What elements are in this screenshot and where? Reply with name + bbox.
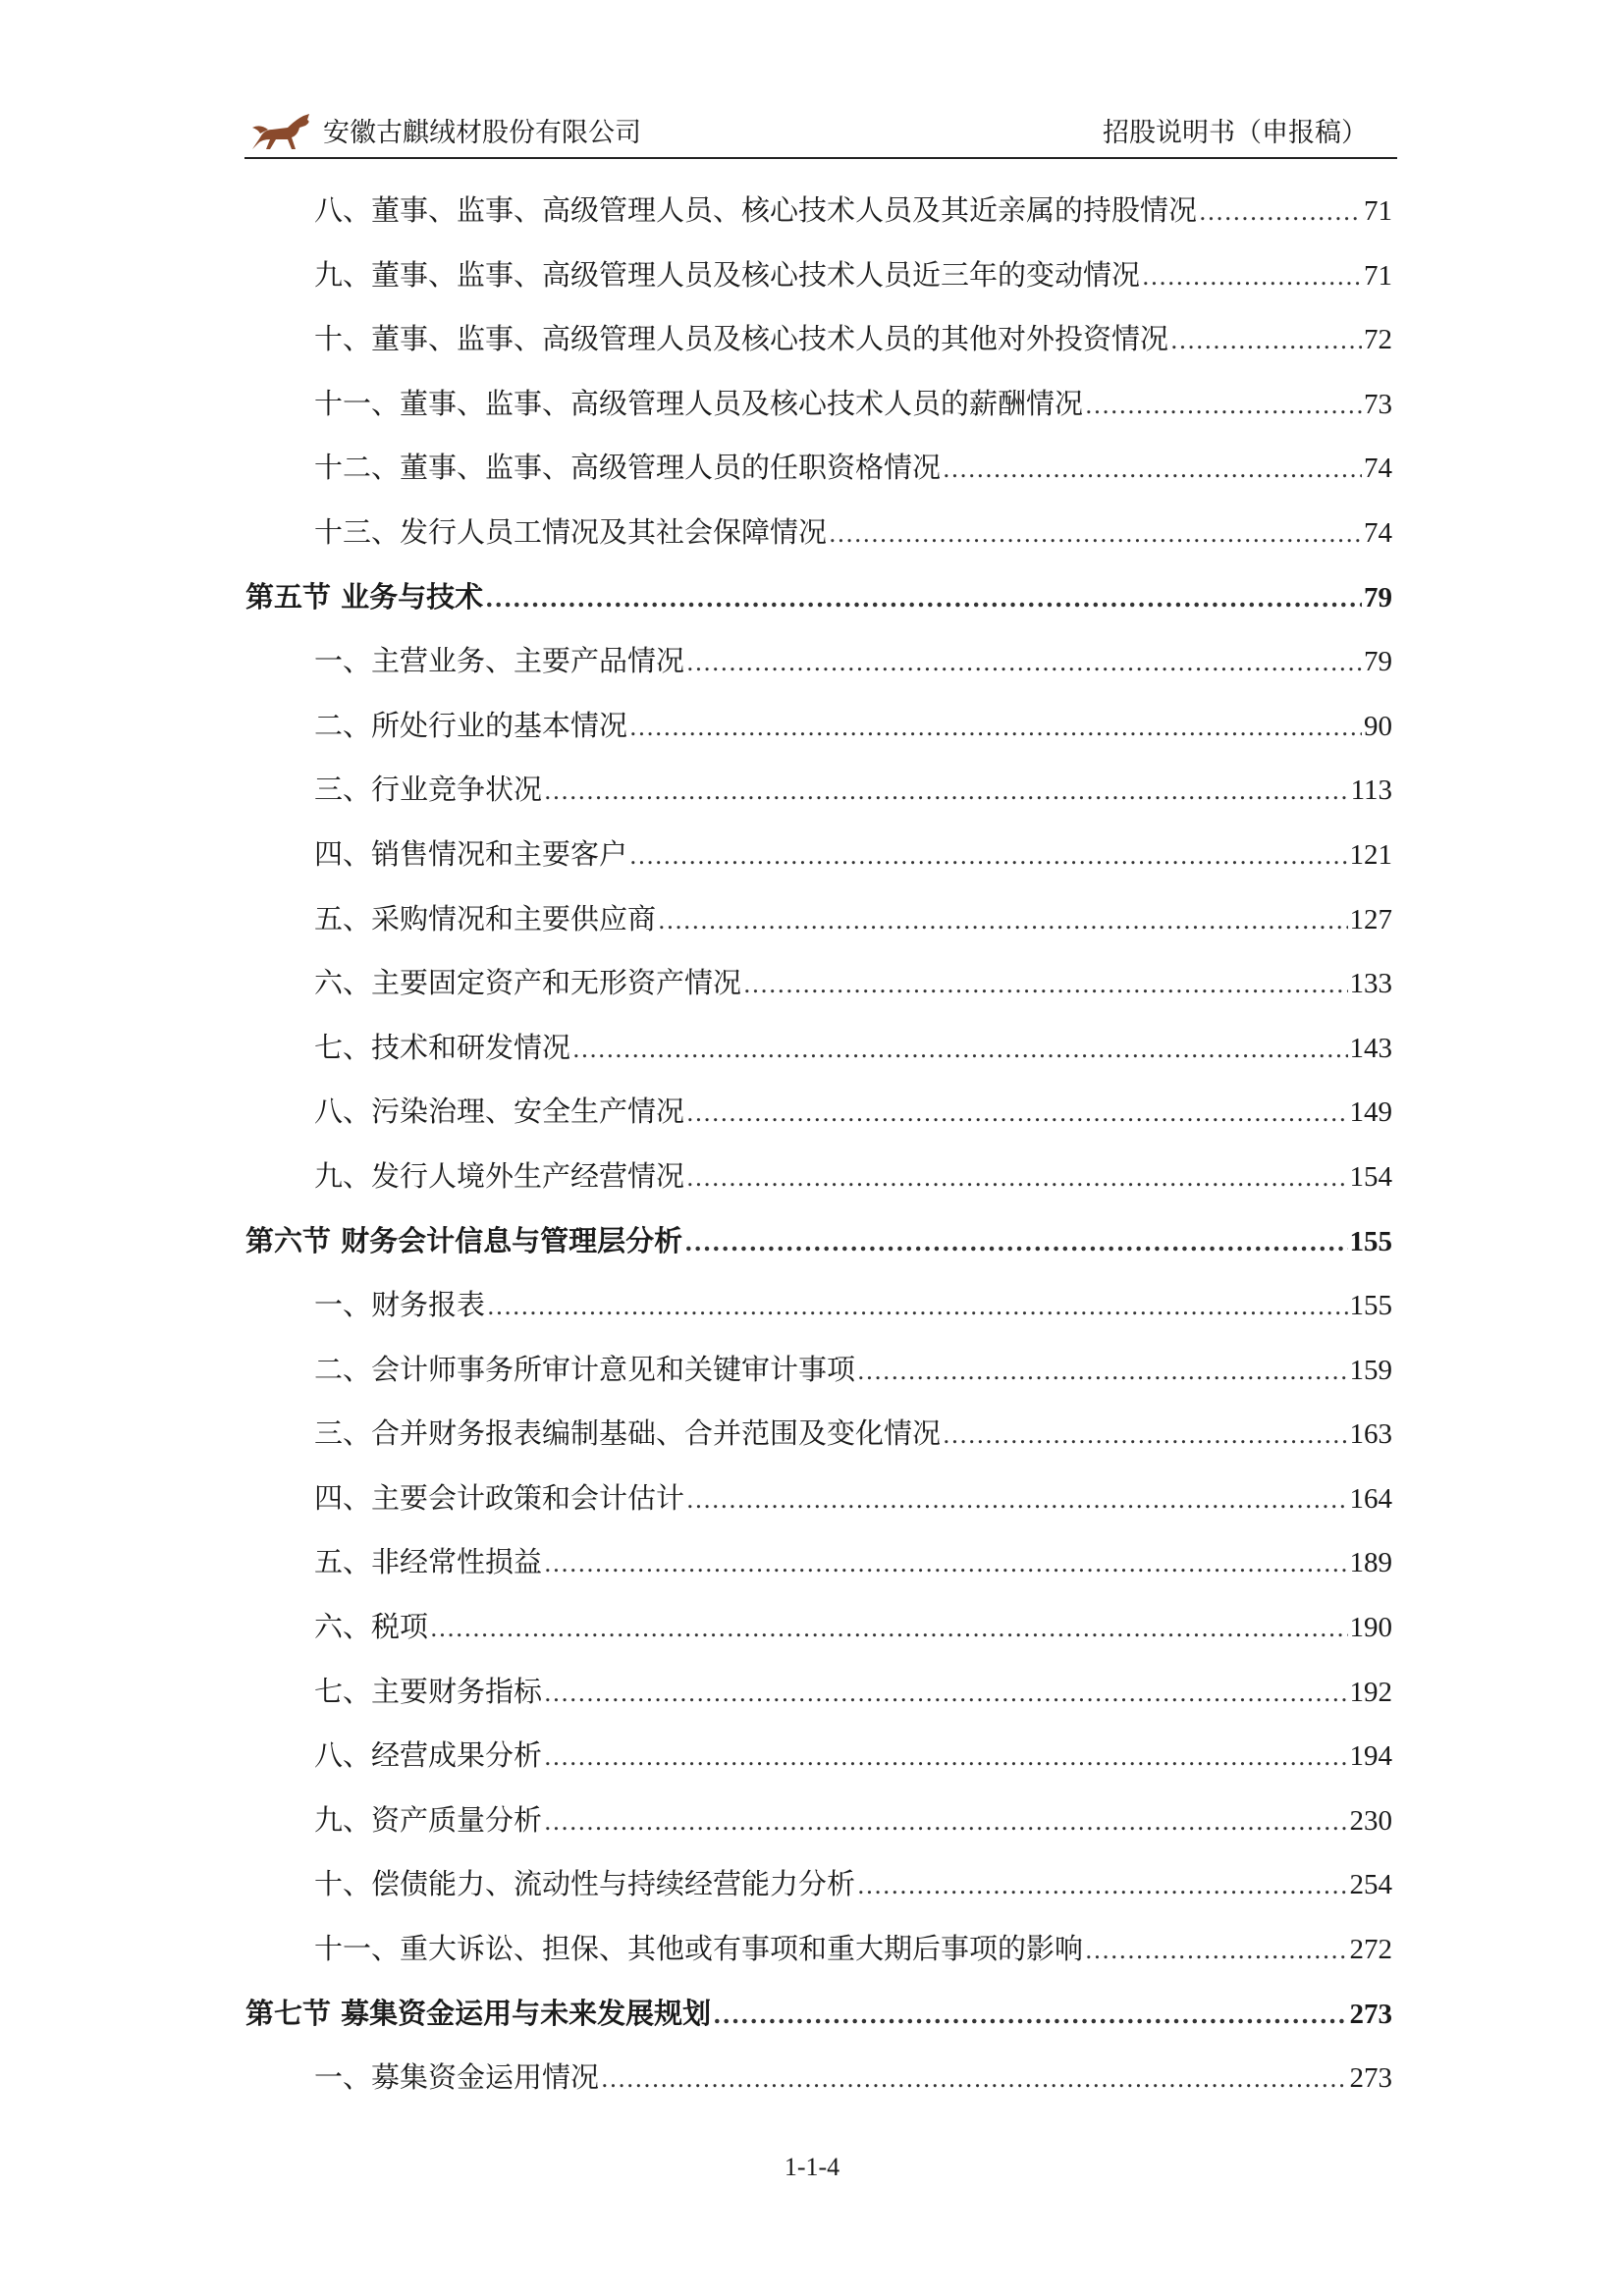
toc-entry[interactable] bbox=[245, 1350, 1392, 1415]
toc-entry-page: 121 bbox=[1349, 838, 1392, 871]
toc-section-entry[interactable] bbox=[245, 1994, 1392, 2058]
dot-leader bbox=[943, 450, 1362, 489]
toc-entry[interactable] bbox=[245, 1156, 1392, 1221]
toc-entry-page: 73 bbox=[1364, 388, 1392, 420]
dot-leader bbox=[601, 2059, 1347, 2099]
dot-leader bbox=[1085, 386, 1362, 425]
toc-entry-label: 五、非经常性损益 bbox=[314, 1545, 543, 1579]
dot-leader bbox=[544, 772, 1349, 811]
toc-entry-label: 六、税项 bbox=[314, 1610, 429, 1644]
toc-entry[interactable] bbox=[245, 1092, 1392, 1156]
toc-entry-label: 九、资产质量分析 bbox=[314, 1802, 543, 1837]
toc-entry-page: 272 bbox=[1349, 1934, 1392, 1966]
dot-leader bbox=[743, 965, 1347, 1004]
toc-entry-page: 74 bbox=[1364, 516, 1392, 549]
toc-entry-page: 192 bbox=[1349, 1676, 1392, 1708]
dot-leader bbox=[857, 1352, 1347, 1391]
dot-leader bbox=[1199, 192, 1362, 232]
toc-entry[interactable] bbox=[245, 319, 1392, 384]
dot-leader bbox=[544, 1802, 1347, 1842]
toc-entry[interactable] bbox=[245, 2057, 1392, 2122]
toc-entry-label: 三、行业竞争状况 bbox=[314, 773, 543, 807]
toc-entry-label: 七、技术和研发情况 bbox=[314, 1030, 571, 1064]
toc-entry-page: 79 bbox=[1364, 581, 1392, 614]
toc-entry[interactable] bbox=[245, 1607, 1392, 1672]
dot-leader bbox=[658, 901, 1347, 940]
dot-leader bbox=[686, 1158, 1347, 1198]
toc-entry[interactable] bbox=[245, 1028, 1392, 1093]
toc-entry-label: 十、董事、监事、高级管理人员及核心技术人员的其他对外投资情况 bbox=[314, 322, 1169, 356]
toc-entry-page: 154 bbox=[1349, 1160, 1392, 1193]
toc-entry-label: 一、财务报表 bbox=[314, 1288, 486, 1322]
toc-entry[interactable] bbox=[245, 1414, 1392, 1478]
toc-entry-label: 五、采购情况和主要供应商 bbox=[314, 901, 657, 935]
toc-entry[interactable] bbox=[245, 1542, 1392, 1607]
toc-entry-label: 四、主要会计政策和会计估计 bbox=[314, 1480, 685, 1515]
toc-entry-page: 149 bbox=[1349, 1096, 1392, 1129]
toc-entry-label: 十二、董事、监事、高级管理人员的任职资格情况 bbox=[314, 451, 942, 485]
toc-entry-page: 189 bbox=[1349, 1547, 1392, 1579]
dot-leader bbox=[684, 1223, 1347, 1262]
toc-entry-label: 第五节 业务与技术 bbox=[245, 579, 484, 614]
toc-entry[interactable] bbox=[245, 448, 1392, 512]
toc-entry-page: 163 bbox=[1349, 1418, 1392, 1451]
toc-entry-label: 一、主营业务、主要产品情况 bbox=[314, 644, 685, 678]
dot-leader bbox=[686, 643, 1362, 682]
toc-entry-page: 273 bbox=[1349, 2062, 1392, 2095]
toc-entry-label: 十三、发行人员工情况及其社会保障情况 bbox=[314, 514, 828, 549]
toc-entry[interactable] bbox=[245, 512, 1392, 577]
dot-leader bbox=[544, 1674, 1347, 1713]
toc-entry-page: 74 bbox=[1364, 453, 1392, 485]
dot-leader bbox=[1170, 321, 1362, 360]
toc-entry-label: 十一、重大诉讼、担保、其他或有事项和重大期后事项的影响 bbox=[314, 1932, 1084, 1966]
toc-entry[interactable] bbox=[245, 1929, 1392, 1994]
toc-entry[interactable] bbox=[245, 641, 1392, 706]
toc-entry[interactable] bbox=[245, 255, 1392, 320]
toc-entry-page: 71 bbox=[1364, 259, 1392, 292]
dot-leader bbox=[686, 1480, 1347, 1520]
header-divider bbox=[244, 157, 1397, 159]
toc-entry[interactable] bbox=[245, 1672, 1392, 1736]
toc-entry-label: 八、污染治理、安全生产情况 bbox=[314, 1095, 685, 1129]
toc-entry[interactable] bbox=[245, 190, 1392, 255]
company-name: 安徽古麒绒材股份有限公司 bbox=[323, 118, 641, 148]
toc-entry-page: 127 bbox=[1349, 903, 1392, 935]
toc-entry-page: 230 bbox=[1349, 1804, 1392, 1837]
toc-entry-page: 159 bbox=[1349, 1354, 1392, 1386]
toc-entry-page: 71 bbox=[1364, 195, 1392, 227]
toc-entry-label: 第七节 募集资金运用与未来发展规划 bbox=[245, 1996, 712, 2030]
toc-entry-page: 90 bbox=[1364, 710, 1392, 742]
page-header bbox=[244, 106, 1397, 155]
toc-entry-label: 二、所处行业的基本情况 bbox=[314, 708, 628, 742]
dot-leader bbox=[943, 1415, 1347, 1455]
dot-leader bbox=[713, 1996, 1347, 2035]
dot-leader bbox=[544, 1544, 1347, 1583]
dot-leader bbox=[572, 1030, 1347, 1069]
dot-leader bbox=[1142, 257, 1362, 296]
toc-entry-label: 六、主要固定资产和无形资产情况 bbox=[314, 966, 742, 1000]
toc-entry[interactable] bbox=[245, 1285, 1392, 1350]
toc-entry[interactable] bbox=[245, 1735, 1392, 1800]
document-title: 招股说明书（申报稿） bbox=[1103, 118, 1368, 148]
toc-entry-label: 八、董事、监事、高级管理人员、核心技术人员及其近亲属的持股情况 bbox=[314, 193, 1198, 227]
toc-entry-label: 一、募集资金运用情况 bbox=[314, 2060, 600, 2095]
dot-leader bbox=[430, 1609, 1347, 1648]
horse-logo-icon bbox=[246, 110, 315, 153]
toc-entry-label: 四、销售情况和主要客户 bbox=[314, 836, 628, 871]
toc-entry[interactable] bbox=[245, 1800, 1392, 1865]
toc-section-entry[interactable] bbox=[245, 577, 1392, 642]
toc-entry-label: 九、发行人境外生产经营情况 bbox=[314, 1158, 685, 1193]
toc-entry-page: 133 bbox=[1349, 968, 1392, 1000]
toc-entry-page: 79 bbox=[1364, 646, 1392, 678]
toc-entry-label: 九、董事、监事、高级管理人员及核心技术人员近三年的变动情况 bbox=[314, 257, 1141, 292]
table-of-contents bbox=[245, 190, 1392, 2122]
toc-entry[interactable] bbox=[245, 834, 1392, 899]
page-number: 1-1-4 bbox=[784, 2153, 840, 2181]
toc-entry-label: 二、会计师事务所审计意见和关键审计事项 bbox=[314, 1352, 856, 1386]
toc-entry-page: 194 bbox=[1349, 1740, 1392, 1773]
toc-entry-label: 八、经营成果分析 bbox=[314, 1738, 543, 1773]
toc-entry-page: 254 bbox=[1349, 1869, 1392, 1901]
toc-entry-label: 七、主要财务指标 bbox=[314, 1674, 543, 1708]
dot-leader bbox=[857, 1866, 1347, 1905]
toc-entry-page: 72 bbox=[1364, 324, 1392, 356]
toc-entry-page: 155 bbox=[1349, 1225, 1392, 1257]
toc-entry[interactable] bbox=[245, 1864, 1392, 1929]
toc-entry-label: 十一、董事、监事、高级管理人员及核心技术人员的薪酬情况 bbox=[314, 386, 1084, 420]
dot-leader bbox=[829, 514, 1362, 554]
toc-entry[interactable] bbox=[245, 384, 1392, 449]
dot-leader bbox=[686, 1094, 1347, 1133]
toc-entry-page: 113 bbox=[1350, 774, 1392, 807]
toc-entry-label: 三、合并财务报表编制基础、合并范围及变化情况 bbox=[314, 1416, 942, 1451]
toc-entry-page: 143 bbox=[1349, 1032, 1392, 1064]
toc-entry[interactable] bbox=[245, 770, 1392, 834]
dot-leader bbox=[1085, 1931, 1347, 1970]
toc-entry-page: 155 bbox=[1349, 1290, 1392, 1322]
toc-section-entry[interactable] bbox=[245, 1221, 1392, 1286]
dot-leader bbox=[544, 1737, 1347, 1777]
toc-entry[interactable] bbox=[245, 706, 1392, 771]
toc-entry[interactable] bbox=[245, 899, 1392, 964]
toc-entry-page: 190 bbox=[1349, 1612, 1392, 1644]
toc-entry-page: 164 bbox=[1349, 1482, 1392, 1515]
dot-leader bbox=[629, 708, 1362, 747]
toc-entry-label: 十、偿债能力、流动性与持续经营能力分析 bbox=[314, 1867, 856, 1901]
toc-entry-page: 273 bbox=[1349, 1998, 1392, 2030]
dot-leader bbox=[485, 579, 1362, 618]
toc-entry[interactable] bbox=[245, 963, 1392, 1028]
toc-entry[interactable] bbox=[245, 1478, 1392, 1543]
toc-entry-label: 第六节 财务会计信息与管理层分析 bbox=[245, 1223, 683, 1257]
dot-leader bbox=[487, 1287, 1347, 1326]
dot-leader bbox=[629, 836, 1347, 876]
